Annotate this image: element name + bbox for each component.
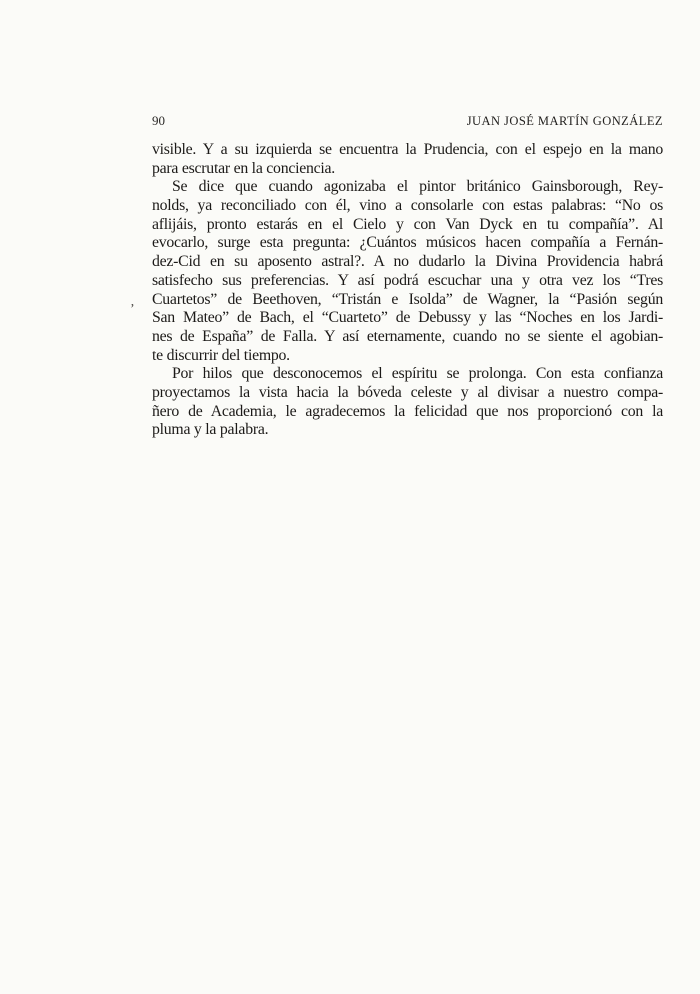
text-line: ñero de Academia, le agradecemos la felicidad que nos proporcionó con la	[152, 402, 663, 420]
paragraph	[152, 365, 663, 440]
text-line: nolds, ya reconciliado con él, vino a consolarle con estas palabras: “No os	[152, 197, 663, 215]
paragraph	[152, 178, 663, 365]
margin-stray-mark: ’	[130, 302, 135, 317]
text-line: nes de España” de Falla. Y así eternamente, cuando no se siente el agobian-	[152, 327, 663, 345]
text-line: para escrutar en la conciencia.	[152, 159, 336, 177]
text-line: visible. Y a su izquierda se encuentra la Prudencia, con el espejo en la mano	[152, 141, 663, 158]
page-header	[152, 113, 663, 129]
running-title: JUAN JOSÉ MARTÍN GONZÁLEZ	[466, 114, 663, 128]
text-line: evocarlo, surge esta pregunta: ¿Cuántos músicos hacen compañía a Fernán-	[152, 234, 663, 252]
text-line: Por hilos que desconocemos el espíritu se prolonga. Con esta confianza	[172, 365, 663, 383]
text-line: Se dice que cuando agonizaba el pintor británico Gainsborough, Rey-	[172, 178, 663, 196]
text-line: aflijáis, pronto estarás en el Cielo y con Van Dyck en tu compañía”. Al	[152, 215, 663, 233]
page-number: 90	[152, 113, 165, 128]
text-line: Cuartetos” de Beethoven, “Tristán e Isolda” de Wagner, la “Pasión según	[152, 290, 663, 308]
text-line: dez-Cid en su aposento astral?. A no dudarlo la Divina Providencia habrá	[152, 253, 663, 271]
text-line: te discurrir del tiempo.	[152, 346, 290, 364]
text-line: proyectamos la vista hacia la bóveda celeste y al divisar a nuestro compa-	[152, 383, 663, 401]
paragraph	[152, 141, 663, 178]
text-line: pluma y la palabra.	[152, 421, 269, 439]
body-text	[152, 141, 663, 440]
text-line: satisfecho sus preferencias. Y así podrá escuchar una y otra vez los “Tres	[152, 271, 663, 289]
text-line: San Mateo” de Bach, el “Cuarteto” de Debussy y las “Noches en los Jardi-	[152, 309, 663, 327]
